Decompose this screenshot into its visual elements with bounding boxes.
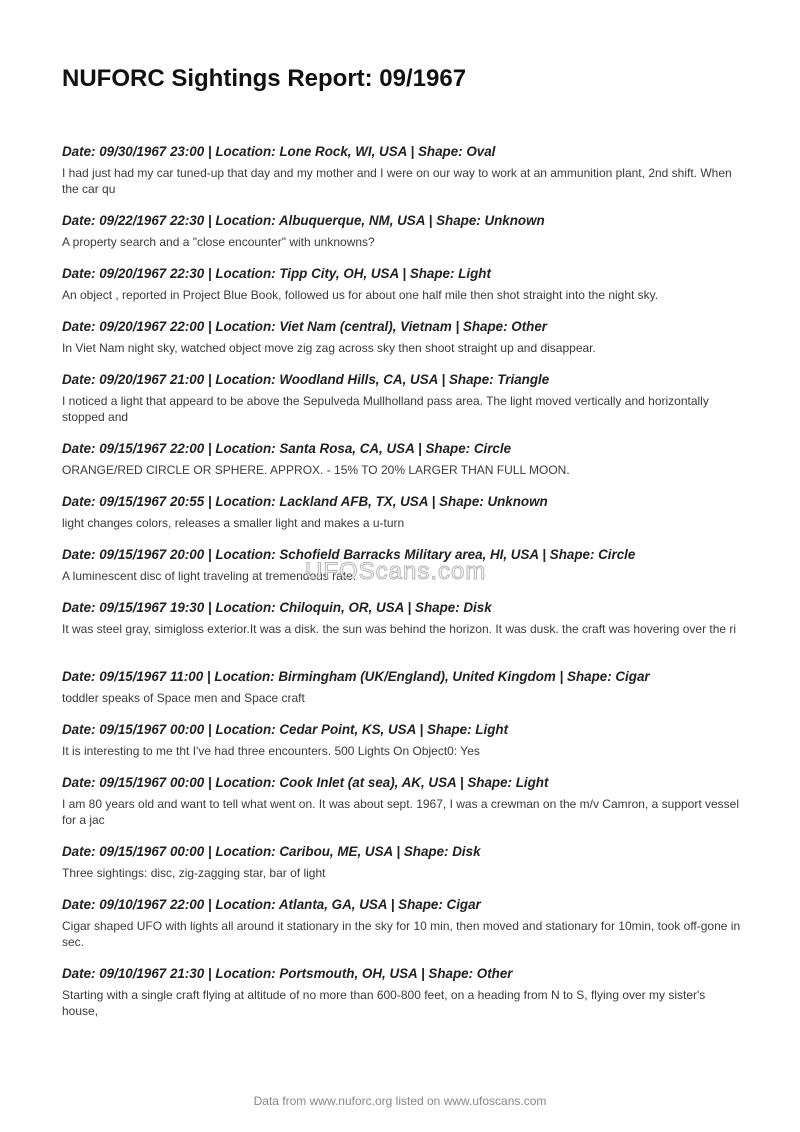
- report-description: It is interesting to me tht I've had three encounters. 500 Lights On Object0: Yes: [62, 744, 480, 758]
- report-header: Date: 09/30/1967 23:00 | Location: Lone Rock, WI, USA | Shape: Oval: [62, 144, 496, 159]
- report-entry: [62, 142, 742, 197]
- report-header: Date: 09/15/1967 19:30 | Location: Chiloquin, OR, USA | Shape: Disk: [62, 600, 492, 615]
- report-entry: [62, 720, 742, 759]
- watermark: UFOScans.com: [305, 558, 487, 585]
- report-entry: [62, 370, 742, 425]
- report-description: An object , reported in Project Blue Book, followed us for about one half mile then shot straight into the night sky.: [62, 288, 659, 302]
- report-header: Date: 09/10/1967 22:00 | Location: Atlanta, GA, USA | Shape: Cigar: [62, 897, 481, 912]
- page-title: NUFORC Sightings Report: 09/1967: [62, 65, 467, 92]
- report-entry: [62, 439, 742, 478]
- footer-source-note: Data from www.nuforc.org listed on www.ufoscans.com: [253, 1094, 547, 1108]
- report-header: Date: 09/15/1967 11:00 | Location: Birmingham (UK/England), United Kingdom | Shape: Cigar: [62, 669, 650, 684]
- report-entry: [62, 598, 742, 653]
- report-header: Date: 09/15/1967 20:55 | Location: Lackland AFB, TX, USA | Shape: Unknown: [62, 494, 548, 509]
- report-header: Date: 09/15/1967 00:00 | Location: Cook Inlet (at sea), AK, USA | Shape: Light: [62, 775, 549, 790]
- report-entry: [62, 895, 742, 950]
- report-description: I noticed a light that appeard to be above the Sepulveda Mullholland pass area. The light moved vertically and horizontally stopped and: [62, 394, 709, 424]
- report-list: [62, 142, 742, 1019]
- report-description: A luminescent disc of light traveling at tremendous rate.: [62, 569, 357, 583]
- report-header: Date: 09/20/1967 21:00 | Location: Woodland Hills, CA, USA | Shape: Triangle: [62, 372, 550, 387]
- report-entry: [62, 667, 742, 706]
- report-description: It was steel gray, simigloss exterior.It was a disk. the sun was behind the horizon. It was dusk. the craft was hovering over the ri: [62, 622, 737, 636]
- report-entry: [62, 842, 742, 881]
- report-description: Cigar shaped UFO with lights all around it stationary in the sky for 10 min, then moved and stationary for 10min, took off-gone in sec.: [62, 919, 741, 949]
- report-description: A property search and a "close encounter" with unknowns?: [62, 235, 375, 249]
- report-entry: [62, 545, 742, 584]
- report-description: I am 80 years old and want to tell what went on. It was about sept. 1967, I was a crewman on the m/v Camron, a support vessel for a jac: [62, 797, 740, 827]
- report-header: Date: 09/22/1967 22:30 | Location: Albuquerque, NM, USA | Shape: Unknown: [62, 213, 545, 228]
- report-header: Date: 09/20/1967 22:00 | Location: Viet Nam (central), Vietnam | Shape: Other: [62, 319, 548, 334]
- report-entry: [62, 317, 742, 356]
- report-description: Three sightings: disc, zig-zagging star, bar of light: [62, 866, 326, 880]
- report-description: ORANGE/RED CIRCLE OR SPHERE. APPROX. - 15% TO 20% LARGER THAN FULL MOON.: [62, 463, 570, 477]
- report-description: light changes colors, releases a smaller light and makes a u-turn: [62, 516, 405, 530]
- report-header: Date: 09/15/1967 00:00 | Location: Cedar Point, KS, USA | Shape: Light: [62, 722, 509, 737]
- report-description: toddler speaks of Space men and Space craft: [62, 691, 305, 705]
- report-entry: [62, 492, 742, 531]
- report-header: Date: 09/20/1967 22:30 | Location: Tipp City, OH, USA | Shape: Light: [62, 266, 491, 281]
- report-description: Starting with a single craft flying at altitude of no more than 600-800 feet, on a heading from N to S, flying over my sister's house,: [62, 988, 706, 1018]
- report-header: Date: 09/10/1967 21:30 | Location: Portsmouth, OH, USA | Shape: Other: [62, 966, 513, 981]
- report-header: Date: 09/15/1967 00:00 | Location: Caribou, ME, USA | Shape: Disk: [62, 844, 481, 859]
- report-entry: [62, 964, 742, 1019]
- report-entry: [62, 773, 742, 828]
- report-entry: [62, 211, 742, 250]
- report-description: In Viet Nam night sky, watched object move zig zag across sky then shoot straight up and disappear.: [62, 341, 596, 355]
- report-header: Date: 09/15/1967 20:00 | Location: Schofield Barracks Military area, HI, USA | Shape: Circle: [62, 547, 636, 562]
- report-entry: [62, 264, 742, 303]
- report-description: I had just had my car tuned-up that day and my mother and I were on our way to work at an ammunition plant, 2nd shift. When the car qu: [62, 166, 732, 196]
- report-header: Date: 09/15/1967 22:00 | Location: Santa Rosa, CA, USA | Shape: Circle: [62, 441, 512, 456]
